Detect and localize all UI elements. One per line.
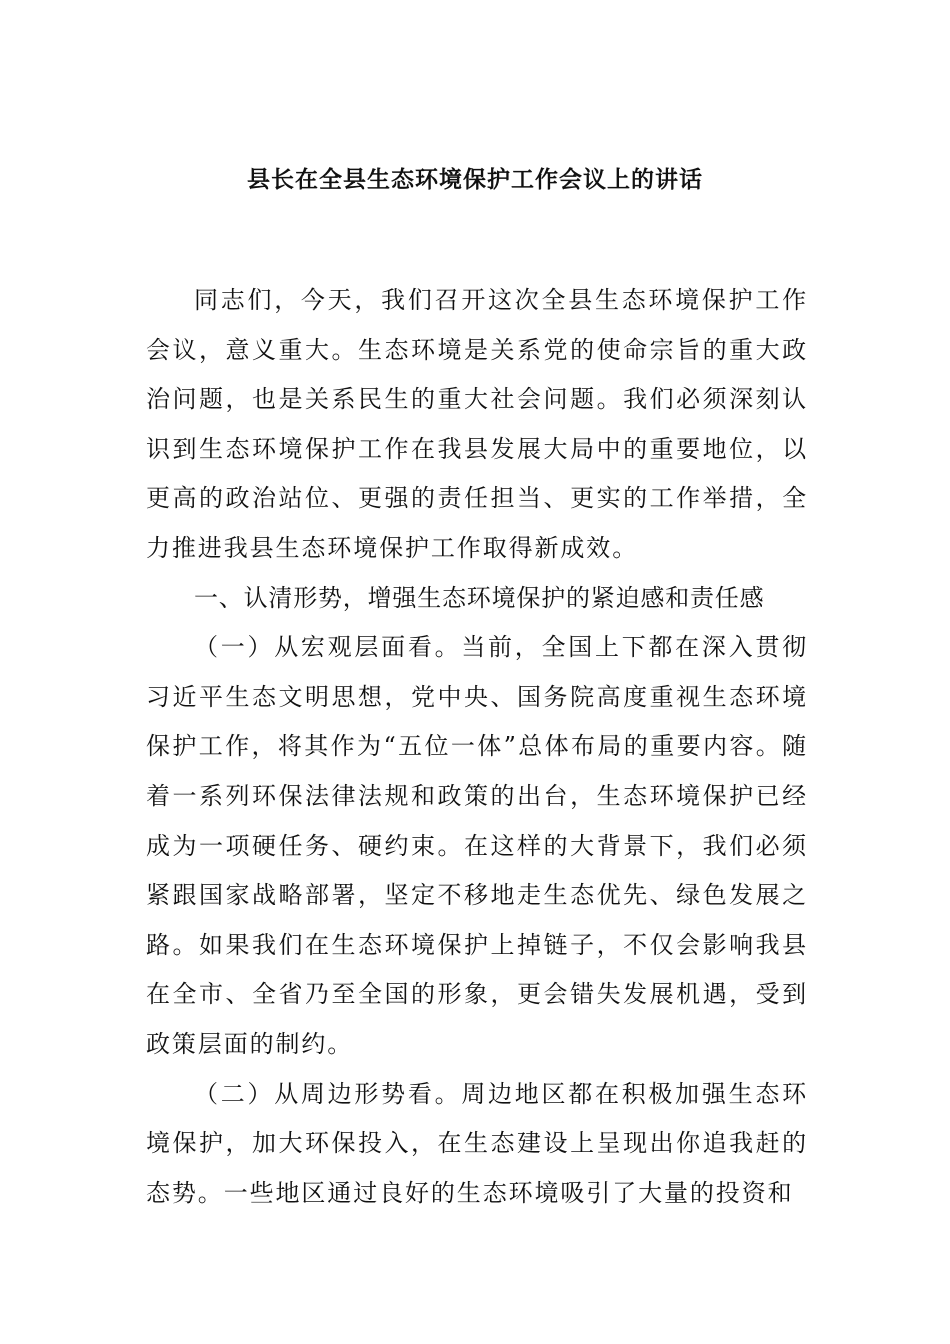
subsection-paragraph-1: （一）从宏观层面看。当前，全国上下都在深入贯彻习近平生态文明思想，党中央、国务院高度重视生态环境保护工作，将其作为“五位一体”总体布局的重要内容。随着一系列环保法律法规和政策的出台，生态环境保护已经成为一项硬任务、硬约束。在这样的大背景下，我们必须紧跟国家战略部署，坚定不移地走生态优先、绿色发展之路。如果我们在生态环境保护上掉链子，不仅会影响我县在全市、全省乃至全国的形象，更会错失发展机遇，受到政策层面的制约。 <box>146 633 808 1058</box>
section-heading: 一、认清形势，增强生态环境保护的紧迫感和责任感 <box>194 583 765 612</box>
subsection-paragraph-2: （二）从周边形势看。周边地区都在积极加强生态环境保护，加大环保投入，在生态建设上呈现出你追我赶的态势。一些地区通过良好的生态环境吸引了大量的投资和 <box>146 1079 808 1207</box>
document-title: 县长在全县生态环境保护工作会议上的讲话 <box>247 167 703 193</box>
document-body <box>146 276 808 1218</box>
intro-paragraph: 同志们，今天，我们召开这次全县生态环境保护工作会议，意义重大。生态环境是关系党的使命宗旨的重大政治问题，也是关系民生的重大社会问题。我们必须深刻认识到生态环境保护工作在我县发展大局中的重要地位，以更高的政治站位、更强的责任担当、更实的工作举措，全力推进我县生态环境保护工作取得新成效。 <box>146 286 808 562</box>
